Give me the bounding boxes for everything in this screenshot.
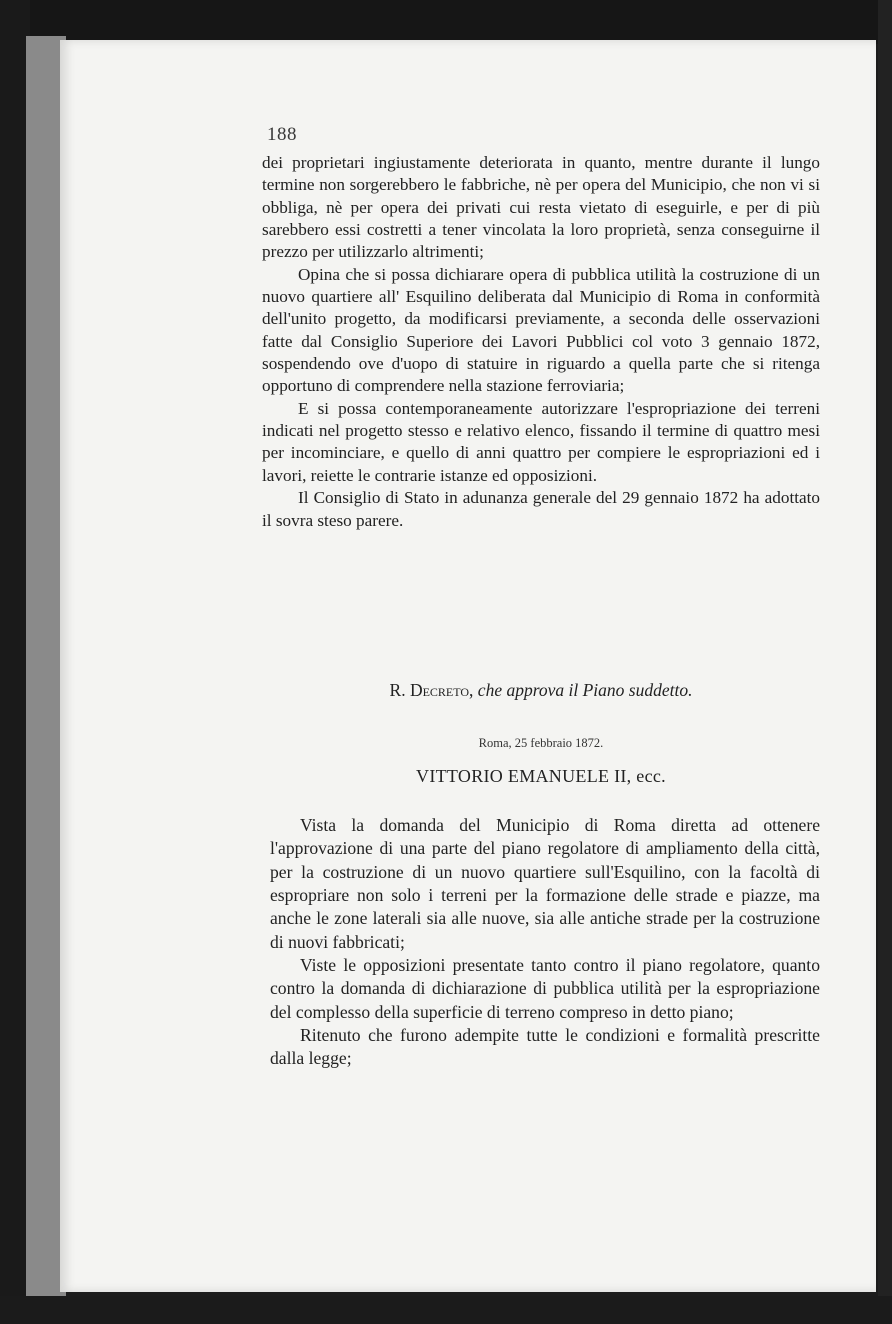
paragraph-council: Il Consiglio di Stato in adunanza generale del 29 gennaio 1872 ha adottato il sovra steso parere. <box>262 488 820 530</box>
decree-king-title: VITTORIO EMANUELE II, ecc. <box>416 766 666 786</box>
decree-text <box>270 814 820 1071</box>
scan-border-top <box>0 0 892 44</box>
paragraph-continuation: dei proprietari ingiustamente deteriorata in quanto, mentre durante il lungo termine non sorgerebbero le fabbriche, nè per opera del Municipio, che non vi si obbliga, nè per opera dei privati cui resta vietato di eseguirle, e per di più sarebbero essi costretti a tener vincolata la loro proprietà, senza conseguirne il prezzo per utilizzarlo altrimenti; <box>262 153 820 262</box>
paragraph-expropriation: E si possa contemporaneamente autorizzare l'espropriazione dei terreni indicati nel progetto stesso e relativo elenco, fissando il termine di quattro mesi per incominciare, e quello di anni quattro per compiere le espropriazioni ed i lavori, reiette le contrarie istanze ed opposizioni. <box>262 398 820 485</box>
decree-heading-subject: che approva il Piano suddetto. <box>477 680 693 700</box>
decree-paragraph-request: Vista la domanda del Municipio di Roma diretta ad ottenere l'approvazione di una parte del piano regolatore di ampliamento della città, per la costruzione di un nuovo quartiere sull'Esquilino, con la facoltà di espropriare non solo i terreni per la formazione delle strade e piazze, ma anche le zone laterali sia alle nuove, sia alle antiche strade per la costruzione di nuovi fabbricati; <box>270 815 820 952</box>
decree-paragraph-formalities: Ritenuto che furono adempite tutte le condizioni e formalità prescritte dalla legge; <box>270 1025 820 1069</box>
scan-border-right <box>878 0 892 1324</box>
decree-paragraph-oppositions: Viste le opposizioni presentate tanto contro il piano regolatore, quanto contro la domanda di dichiarazione di pubblica utilità per la espropriazione del complesso della superficie di terreno compreso in detto piano; <box>270 955 820 1022</box>
decree-heading-prefix: R. Decreto, <box>389 680 474 700</box>
scan-border-bottom <box>0 1296 892 1324</box>
body-text <box>262 152 820 532</box>
decree-heading <box>262 680 820 701</box>
decree-date: Roma, 25 febbraio 1872. <box>478 736 604 750</box>
page-number: 188 <box>267 124 297 145</box>
paragraph-opinion: Opina che si possa dichiarare opera di pubblica utilità la costruzione di un nuovo quartiere all' Esquilino deliberata dal Municipio di Roma in conformità dell'unito progetto, da modificarsi previamente, a seconda delle osservazioni fatte dal Consiglio Superiore dei Lavori Pubblici col voto 3 gennaio 1872, sospendendo ove d'uopo di statuire in riguardo a quella parte che si ritenga opportuno di comprendere nella stazione ferroviaria; <box>262 264 820 396</box>
